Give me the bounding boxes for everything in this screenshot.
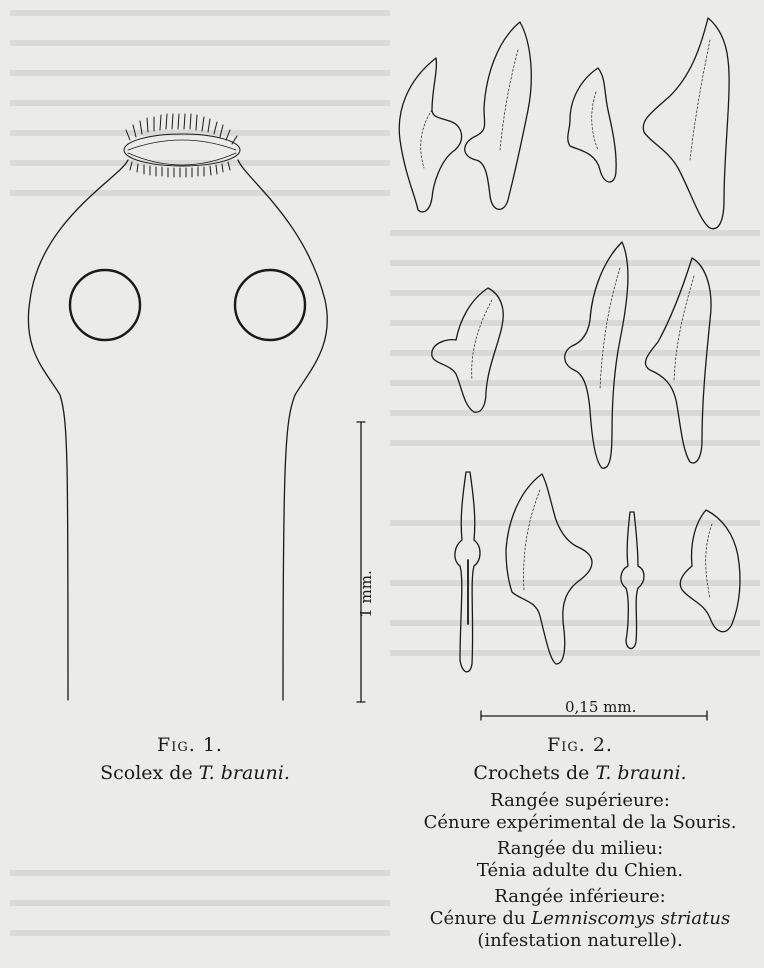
hook <box>565 242 628 468</box>
fig1-caption-species: T. brauni. <box>198 762 290 784</box>
hook <box>399 58 461 212</box>
hook-row-middle <box>432 242 711 468</box>
fig2-caption-species: T. brauni. <box>595 762 687 784</box>
hook-row-bottom <box>455 472 740 672</box>
rostellum-hooks <box>126 114 237 177</box>
scolex-drawing <box>28 114 365 702</box>
legend-row2-desc: Ténia adulte du Chien. <box>476 860 684 881</box>
legend-row3-prefix: Cénure du <box>429 908 532 929</box>
scolex-outline-right <box>238 160 327 700</box>
hook <box>465 22 532 209</box>
legend-row1-desc: Cénure expérimental de la Souris. <box>423 812 737 833</box>
legend-row3-desc <box>395 908 764 930</box>
sucker-left <box>70 270 140 340</box>
hook <box>643 18 729 229</box>
fig2-label: Fig. 2. <box>547 734 613 756</box>
legend-row2-title: Rangée du milieu: <box>496 838 664 859</box>
fig1-caption-prefix: Scolex de <box>100 762 199 784</box>
fig2-caption-prefix: Crochets de <box>473 762 596 784</box>
legend-row3-suffix: (infestation naturelle). <box>477 930 683 951</box>
fig1-caption <box>60 762 330 784</box>
scale-bar-1mm <box>357 422 365 702</box>
fig2-caption <box>440 762 720 784</box>
hook <box>645 258 711 463</box>
hook-handle <box>621 512 644 649</box>
sucker-right <box>235 270 305 340</box>
legend-row1-title: Rangée supérieure: <box>490 790 670 811</box>
hook <box>680 510 740 632</box>
scale-label-1mm: 1 mm. <box>357 570 375 618</box>
scolex-outline <box>28 160 128 700</box>
hook <box>432 288 503 412</box>
fig1-label: Fig. 1. <box>157 734 223 756</box>
hooks-drawing <box>399 18 740 720</box>
hook <box>506 474 592 664</box>
hook-row-top <box>399 18 729 229</box>
scale-label-015mm: 0,15 mm. <box>565 698 637 716</box>
legend-row3-species: Lemniscomys striatus <box>531 908 731 929</box>
legend-row3-title: Rangée inférieure: <box>494 886 666 907</box>
